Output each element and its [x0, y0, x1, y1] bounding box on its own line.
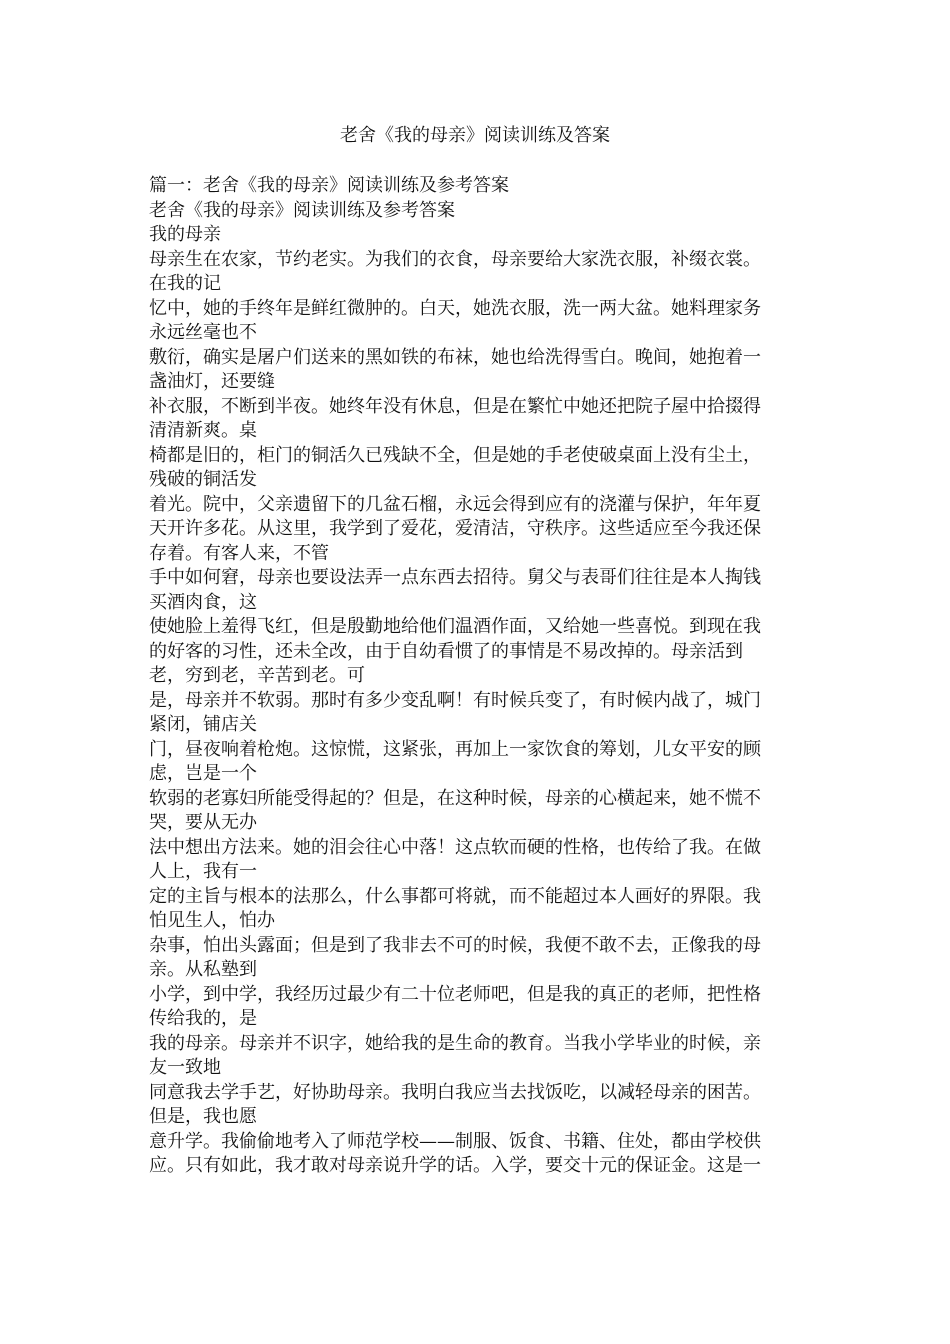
text-line: 老舍《我的母亲》阅读训练及参考答案	[149, 199, 455, 221]
text-line: 手中如何窘，母亲也要设法弄一点东西去招待。舅父与表哥们往往是本人掏钱	[149, 567, 761, 588]
text-line: 残破的铜活发	[149, 469, 257, 490]
text-line: 忆中，她的手终年是鲜红微肿的。白天，她洗衣服，洗一两大盆。她料理家务	[149, 297, 761, 319]
text-line: 虑，岂是一个	[149, 763, 257, 784]
text-line: 老，穷到老，辛苦到老。可	[149, 665, 365, 686]
text-line: 存着。有客人来，不管	[149, 542, 329, 564]
text-line: 使她脸上羞得飞红，但是殷勤地给他们温酒作面，又给她一些喜悦。到现在我	[149, 616, 761, 637]
document-title: 老舍《我的母亲》阅读训练及答案	[340, 125, 610, 146]
text-line: 我的母亲。母亲并不识字，她给我的是生命的教育。当我小学毕业的时候，亲	[149, 1032, 761, 1054]
text-line: 软弱的老寡妇所能受得起的？但是，在这种时候，母亲的心横起来，她不慌不	[149, 787, 761, 809]
text-line: 怕见生人，怕办	[149, 910, 275, 931]
text-line: 哭，要从无办	[149, 812, 257, 833]
document-body	[149, 174, 804, 1179]
text-line: 是，母亲并不软弱。那时有多少变乱啊！有时候兵变了，有时候内战了，城门	[149, 689, 761, 711]
text-line: 小学，到中学，我经历过最少有二十位老师吧，但是我的真正的老师，把性格	[149, 983, 761, 1005]
text-line: 门，昼夜响着枪炮。这惊慌，这紧张，再加上一家饮食的筹划，儿女平安的顾	[149, 738, 761, 760]
text-line: 天开许多花。从这里，我学到了爱花，爱清洁，守秩序。这些适应至今我还保	[149, 518, 761, 539]
text-line: 补衣服，不断到半夜。她终年没有休息，但是在繁忙中她还把院子屋中拾掇得	[149, 395, 761, 417]
text-line: 但是，我也愿	[149, 1106, 257, 1127]
text-line: 着光。院中，父亲遗留下的几盆石榴，永远会得到应有的浇灌与保护，年年夏	[149, 493, 761, 515]
text-line: 传给我的，是	[149, 1008, 257, 1029]
text-line: 杂事，怕出头露面；但是到了我非去不可的时候，我便不敢不去，正像我的母	[149, 934, 761, 956]
text-line: 意升学。我偷偷地考入了师范学校——制服、饭食、书籍、住处，都由学校供	[149, 1130, 761, 1152]
text-line: 盏油灯，还要缝	[149, 371, 275, 392]
text-line: 买酒肉食，这	[149, 591, 257, 613]
text-line: 我的母亲	[149, 224, 221, 245]
text-line: 定的主旨与根本的法那么，什么事都可将就，而不能超过本人画好的界限。我	[149, 885, 761, 907]
text-line: 亲。从私塾到	[149, 959, 257, 980]
text-line: 紧闭，铺店关	[149, 714, 257, 735]
text-line: 同意我去学手艺，好协助母亲。我明白我应当去找饭吃，以减轻母亲的困苦。	[149, 1081, 761, 1103]
text-line: 椅都是旧的，柜门的铜活久已残缺不全，但是她的手老使破桌面上没有尘土，	[149, 444, 761, 466]
text-line: 敷衍，确实是屠户们送来的黑如铁的布袜，她也给洗得雪白。晚间，她抱着一	[149, 346, 761, 368]
text-line: 清清新爽。桌	[149, 420, 257, 441]
text-line: 的好客的习性，还未全改，由于自幼看惯了的事情是不易改掉的。母亲活到	[149, 640, 743, 662]
text-line: 友一致地	[149, 1057, 221, 1078]
text-line: 永远丝毫也不	[149, 322, 257, 343]
text-line: 母亲生在农家，节约老实。为我们的衣食，母亲要给大家洗衣服，补缀衣裳。	[149, 248, 761, 270]
text-line: 在我的记	[149, 273, 221, 294]
text-line: 篇一：老舍《我的母亲》阅读训练及参考答案	[149, 175, 509, 196]
text-line: 人上，我有一	[149, 861, 257, 882]
text-line: 法中想出方法来。她的泪会往心中落！这点软而硬的性格，也传给了我。在做	[149, 836, 761, 858]
text-line: 应。只有如此，我才敢对母亲说升学的话。入学，要交十元的保证金。这是一	[149, 1155, 761, 1176]
